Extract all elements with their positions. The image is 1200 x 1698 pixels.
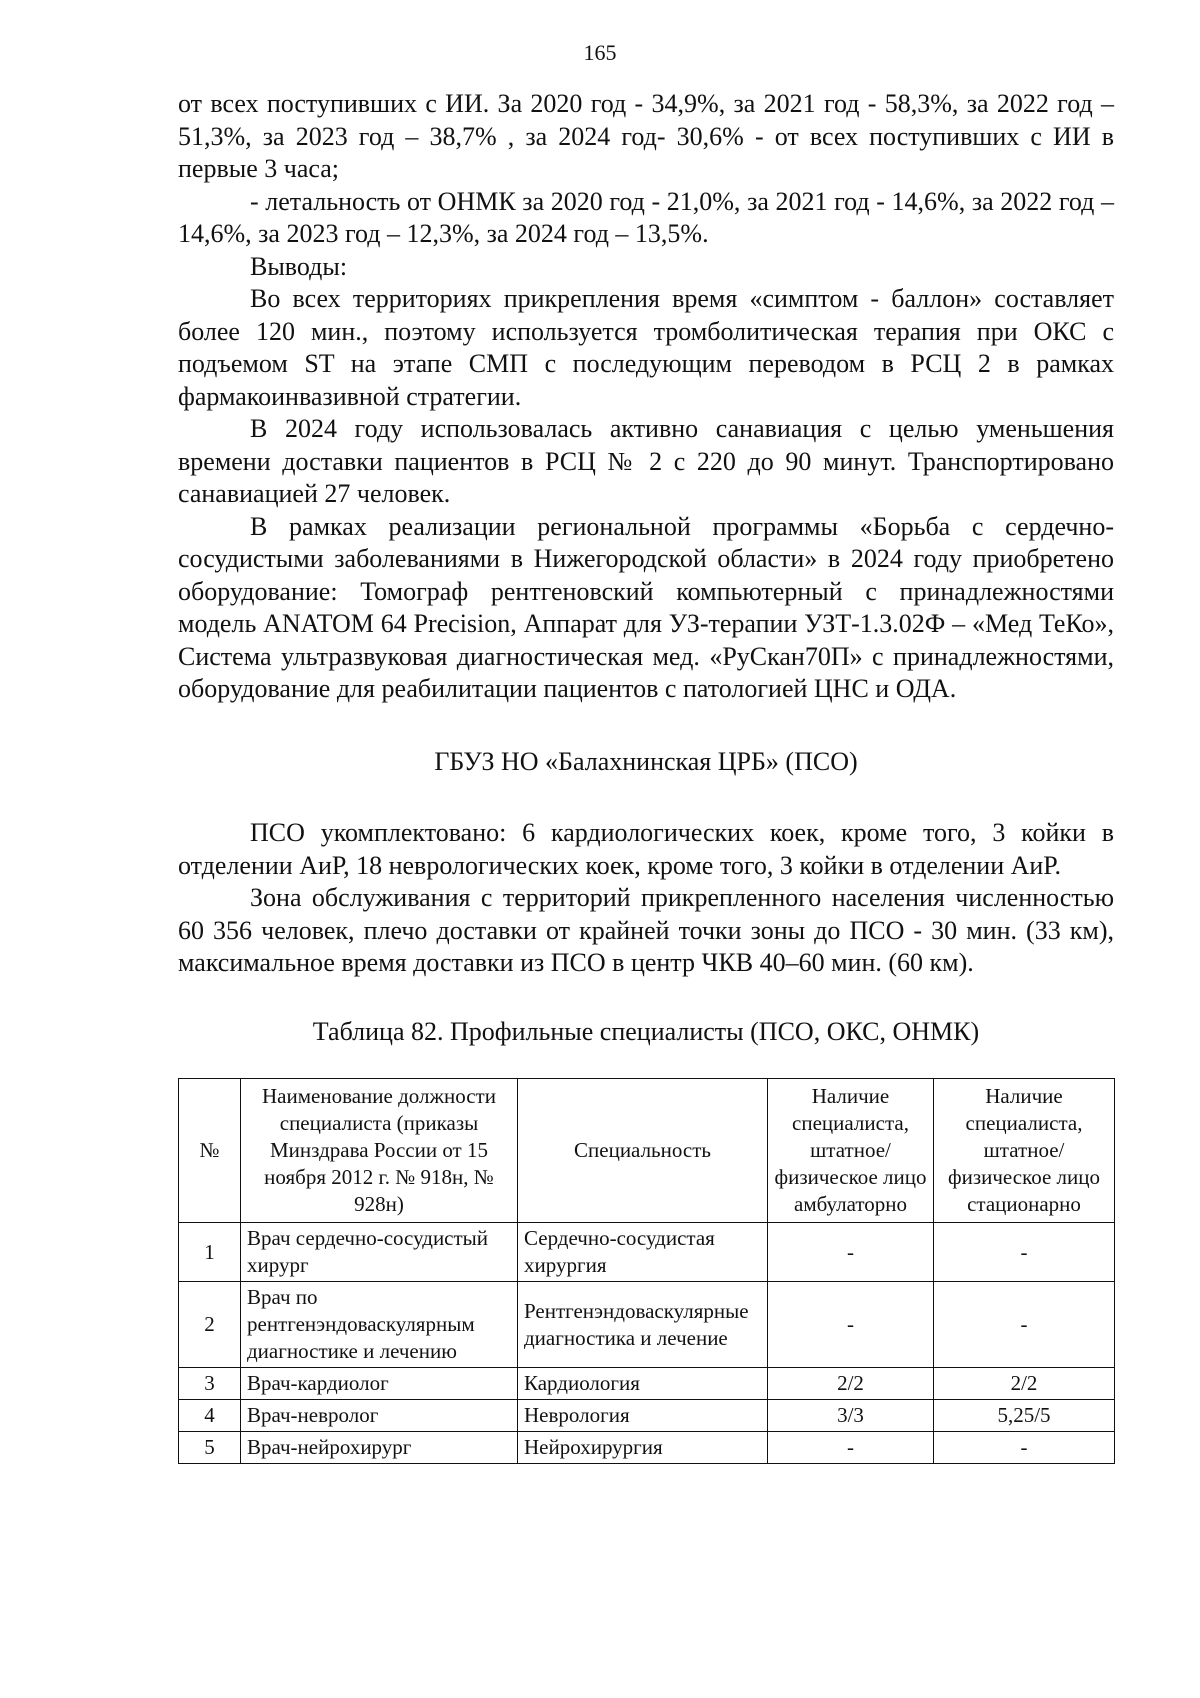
cell-specialty: Рентгенэндоваскулярные диагностика и лечение (518, 1282, 768, 1368)
cell-inpatient: - (934, 1282, 1115, 1368)
page-number: 165 (583, 40, 617, 65)
paragraph-mortality: - летальность от ОНМК за 2020 год - 21,0%, за 2021 год - 14,6%, за 2022 год – 14,6%, за 2023 год – 12,3%, за 2024 год – 13,5%. (178, 186, 1114, 248)
paragraph-sanaviation: В 2024 году использовалась активно санавиация с целью уменьшения времени доставки пациентов в РСЦ № 2 с 220 до 90 минут. Транспортировано санавиацией 27 человек. (178, 414, 1114, 508)
cell-number: 4 (179, 1400, 241, 1432)
cell-position: Врач-невролог (241, 1400, 518, 1432)
table-row (179, 1282, 1115, 1368)
header-outpatient: Наличие специалиста, штатное/физическое лицо амбулаторно (768, 1079, 934, 1223)
cell-outpatient: - (768, 1223, 934, 1282)
paragraph-symptom-balloon: Во всех территориях прикрепления время «симптом - баллон» составляет более 120 мин., поэтому используется тромболитическая терапия при ОКС с подъемом ST на этапе СМП с последующим переводом в РСЦ 2 в рамках фармакоинвазивной стратегии. (178, 284, 1114, 411)
cell-inpatient: 5,25/5 (934, 1400, 1115, 1432)
table-row (179, 1400, 1115, 1432)
section-heading: ГБУЗ НО «Балахнинская ЦРБ» (ПСО) (434, 746, 858, 776)
cell-position: Врач по рентгенэндоваскулярным диагностике и лечению (241, 1282, 518, 1368)
cell-specialty: Сердечно-сосудистая хирургия (518, 1223, 768, 1282)
cell-specialty: Нейрохирургия (518, 1432, 768, 1464)
cell-position: Врач сердечно-сосудистый хирург (241, 1223, 518, 1282)
paragraph-beds: ПСО укомплектовано: 6 кардиологических коек, кроме того, 3 койки в отделении АиР, 18 неврологических коек, кроме того, 3 койки в отделении АиР. (178, 818, 1114, 880)
paragraph-continuation: от всех поступивших с ИИ. За 2020 год - 34,9%, за 2021 год - 58,3%, за 2022 год – 51,3%, за 2023 год – 38,7% , за 2024 год- 30,6% - от всех поступивших с ИИ в первые 3 часа; (178, 89, 1114, 183)
cell-specialty: Неврология (518, 1400, 768, 1432)
specialists-table (178, 1078, 1115, 1464)
document-body (178, 88, 1114, 1464)
table-caption: Таблица 82. Профильные специалисты (ПСО, ОКС, ОНМК) (312, 1016, 980, 1046)
cell-number: 2 (179, 1282, 241, 1368)
cell-outpatient: - (768, 1282, 934, 1368)
cell-outpatient: 2/2 (768, 1368, 934, 1400)
cell-number: 3 (179, 1368, 241, 1400)
cell-outpatient: 3/3 (768, 1400, 934, 1432)
paragraph-equipment: В рамках реализации региональной программы «Борьба с сердечно-сосудистыми заболеваниями в Нижегородской области» в 2024 году приобретено оборудование: Томограф рентгеновский компьютерный с принадлежностями модель ANATOM 64 Precision, Аппарат для УЗ-терапии УЗТ-1.3.02Ф – «Мед ТеКо», Система ультразвуковая диагностическая мед. «РуСкан70П» с принадлежностями, оборудование для реабилитации пациентов с патологией ЦНС и ОДА. (178, 511, 1114, 703)
cell-outpatient: - (768, 1432, 934, 1464)
cell-inpatient: - (934, 1432, 1115, 1464)
cell-position: Врач-кардиолог (241, 1368, 518, 1400)
table-row (179, 1223, 1115, 1282)
cell-inpatient: - (934, 1223, 1115, 1282)
table-header-row (179, 1079, 1115, 1223)
header-inpatient: Наличие специалиста, штатное/физическое лицо стационарно (934, 1079, 1115, 1223)
header-position: Наименование должности специалиста (приказы Минздрава России от 15 ноября 2012 г. № 918н, № 928н) (241, 1079, 518, 1223)
paragraph-service-zone: Зона обслуживания с территорий прикрепленного населения численностью 60 356 человек, плечо доставки от крайней точки зоны до ПСО - 30 мин. (33 км), максимальное время доставки из ПСО в центр ЧКВ 40–60 мин. (60 км). (178, 883, 1114, 977)
header-number: № (179, 1079, 241, 1223)
header-specialty: Специальность (518, 1079, 768, 1223)
cell-specialty: Кардиология (518, 1368, 768, 1400)
cell-number: 5 (179, 1432, 241, 1464)
cell-position: Врач-нейрохирург (241, 1432, 518, 1464)
table-row (179, 1368, 1115, 1400)
paragraph-conclusions-label: Выводы: (250, 251, 348, 281)
cell-number: 1 (179, 1223, 241, 1282)
table-row (179, 1432, 1115, 1464)
cell-inpatient: 2/2 (934, 1368, 1115, 1400)
